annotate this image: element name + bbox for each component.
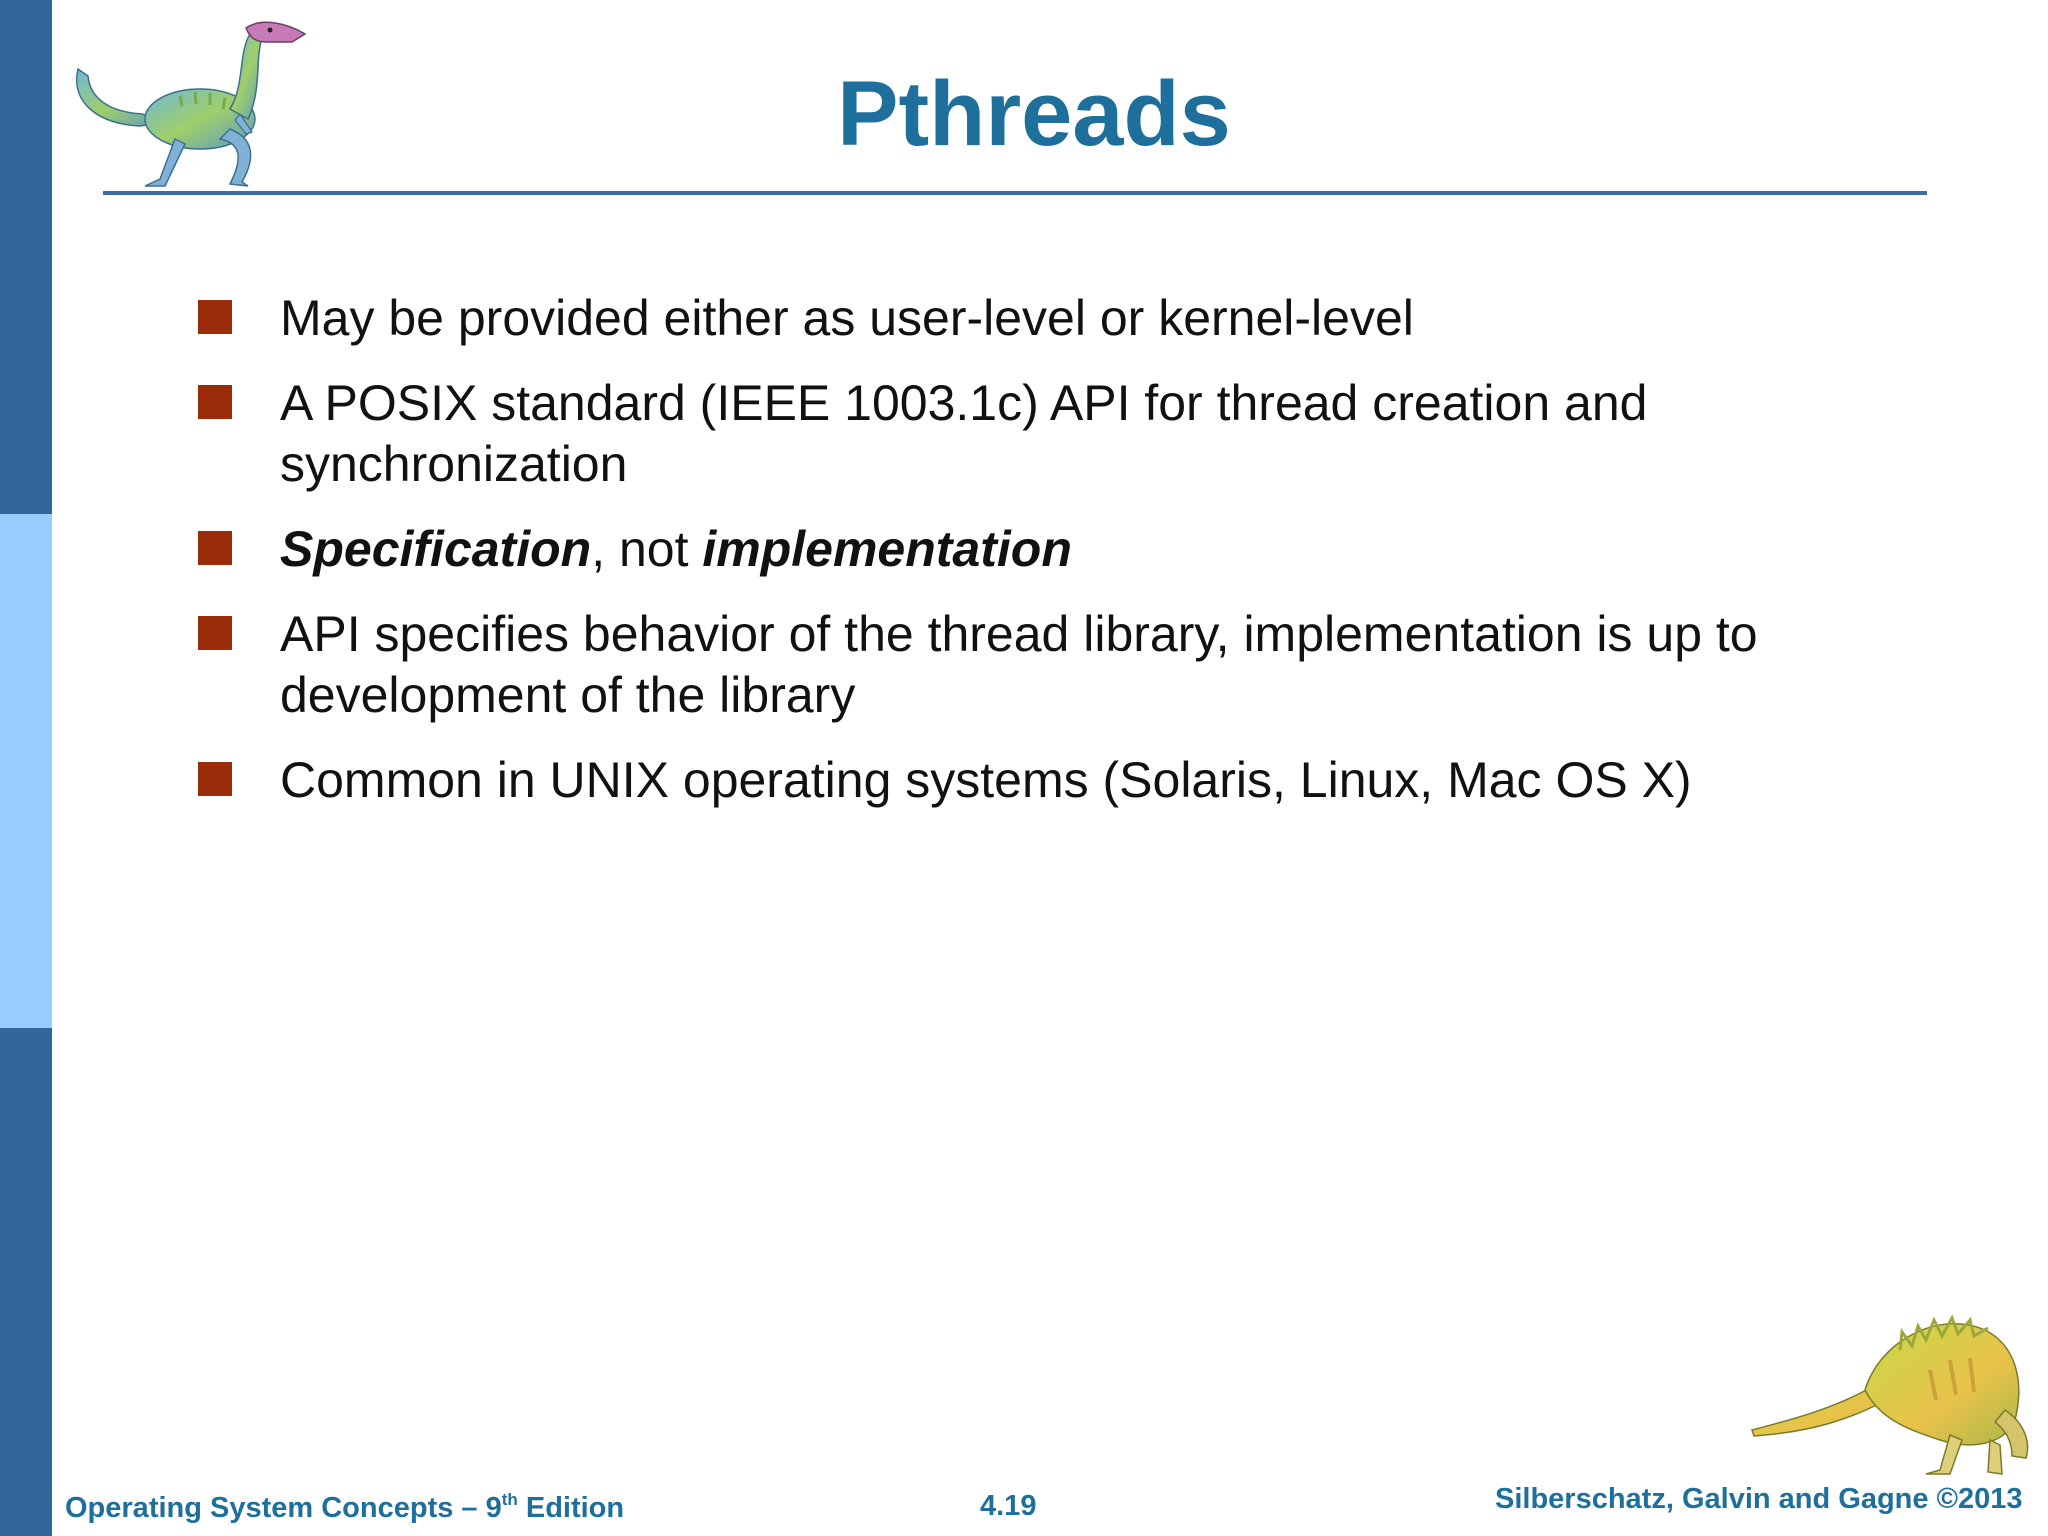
footer-edition-word: Edition [517, 1492, 625, 1524]
sidebar-middle-segment [0, 514, 52, 1028]
bullet-item [196, 373, 1796, 495]
slide-title: Pthreads [837, 63, 1231, 165]
square-bullet-icon [198, 385, 232, 419]
footer-page-number: 4.19 [980, 1490, 1037, 1522]
footer-book-title [65, 1490, 624, 1525]
title-divider [103, 191, 1927, 195]
bullet-item [196, 519, 1796, 580]
bullet-emphasis-implementation: implementation [702, 521, 1072, 577]
footer-book-text: Operating System Concepts – 9 [65, 1492, 502, 1524]
bullet-list [196, 288, 1796, 835]
square-bullet-icon [198, 616, 232, 650]
bullet-text: Common in UNIX operating systems (Solaris, Linux, Mac OS X) [280, 752, 1692, 808]
bullet-item [196, 750, 1796, 811]
square-bullet-icon [198, 300, 232, 334]
bullet-emphasis-specification: Specification [280, 521, 592, 577]
footer-authors: Silberschatz, Galvin and Gagne ©2013 [1495, 1483, 2023, 1515]
bullet-text: API specifies behavior of the thread library, implementation is up to development of the library [280, 606, 1758, 723]
dinosaur-icon [1750, 1280, 2040, 1480]
footer-edition-superscript: th [501, 1490, 518, 1509]
square-bullet-icon [198, 762, 232, 796]
bullet-text: A POSIX standard (IEEE 1003.1c) API for thread creation and synchronization [280, 375, 1648, 492]
bullet-item [196, 604, 1796, 726]
bullet-text: May be provided either as user-level or kernel-level [280, 290, 1414, 346]
square-bullet-icon [198, 531, 232, 565]
bullet-item [196, 288, 1796, 349]
bullet-text: , not [591, 521, 703, 577]
sidebar-bottom-segment [0, 1028, 52, 1536]
